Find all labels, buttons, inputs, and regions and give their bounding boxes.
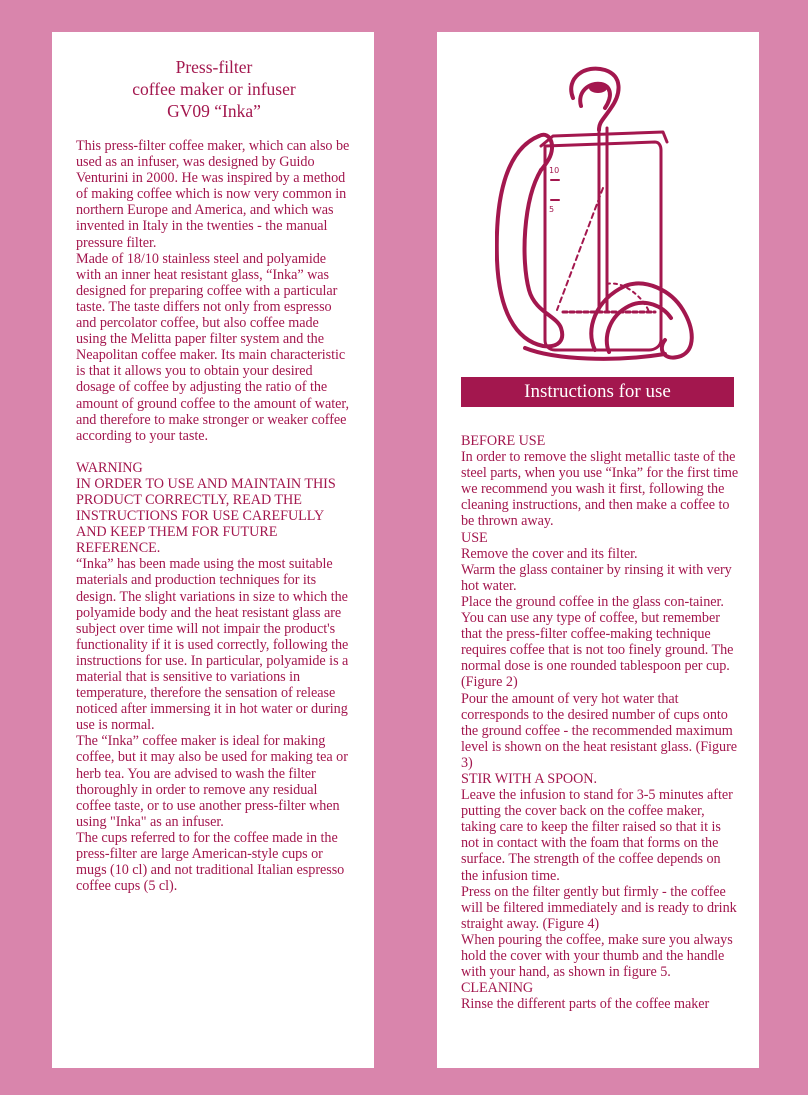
title-line-1: Press-filter bbox=[175, 57, 253, 77]
cleaning-heading: CLEANING bbox=[461, 980, 534, 997]
before-use-heading: BEFORE USE bbox=[461, 433, 546, 449]
instructions-heading: Instructions for use bbox=[461, 377, 734, 407]
use-step-2: Warm the glass container by rinsing it with very hot water. bbox=[461, 561, 732, 594]
before-use-text: In order to remove the slight metallic taste of the steel parts, when you use “Inka” for the first time we recommend you wash it first, following the cleaning instructions, and then make a coffee to be thrown away. bbox=[461, 449, 739, 530]
page-title bbox=[76, 56, 352, 122]
use-step-4: Pour the amount of very hot water that corresponds to the desired number of cups onto the ground coffee - the recommended maximum level is shown on the heat resistant glass. (Figure 3) bbox=[461, 690, 738, 771]
warning-paragraph-1: “Inka” has been made using the most suitable materials and production techniques for its design. The slight variations in size to which the polyamide body and the heat resistant glass are subject over time will not impair the product's functionality if it is used correctly, following the instructions for use. In particular, polyamide is a material that is sensitive to variations in temperature, therefore the sensation of release noticed after immersing it in hot water or during use is normal. bbox=[76, 556, 349, 734]
use-step-6: Leave the infusion to stand for 3-5 minutes after putting the cover back on the coffee maker, taking care to keep the filter raised so that it is not in contact with the foam that forms on the surface. The strength of the coffee depends on the infusion time. bbox=[461, 787, 733, 884]
right-panel bbox=[437, 32, 759, 1068]
warning-heading: WARNING bbox=[76, 459, 143, 476]
instructions-text bbox=[461, 433, 741, 1012]
title-line-2: coffee maker or infuser bbox=[132, 79, 296, 99]
warning-text: IN ORDER TO USE AND MAINTAIN THIS PRODUCT CORRECTLY, READ THE INSTRUCTIONS FOR USE CAREFULLY AND KEEP THEM FOR FUTURE REFERENCE. bbox=[76, 475, 336, 557]
scale-mark-5: 5 bbox=[549, 205, 555, 214]
use-step-7: Press on the filter gently but firmly - the coffee will be filtered immediately and is ready to drink straight away. (Figure 4) bbox=[461, 883, 737, 932]
scale-mark-10: 10 bbox=[549, 166, 560, 175]
left-panel bbox=[52, 32, 374, 1068]
title-line-3: GV09 “Inka” bbox=[167, 101, 261, 121]
use-heading: USE bbox=[461, 529, 488, 546]
use-step-8: When pouring the coffee, make sure you always hold the cover with your thumb and the handle with your hand, as shown in figure 5. bbox=[461, 931, 733, 981]
cleaning-text: Rinse the different parts of the coffee maker bbox=[461, 996, 710, 1013]
intro-paragraph-2: Made of 18/10 stainless steel and polyamide with an inner heat resistant glass, “Inka” was designed for preparing coffee with a particular taste. The taste differs not only from espresso and percolator coffee, but also coffee made using the Melitta paper filter system and the Neapolitan coffee maker. Its main characteristic is that it allows you to obtain your desired dosage of coffee by adjusting the ratio of the amount of ground coffee to the amount of water, and therefore to make stronger or weaker coffee according to your taste. bbox=[76, 250, 349, 444]
intro-paragraph-1: This press-filter coffee maker, which can also be used as an infuser, was designed by Guido Venturini in 2000. He was inspired by a method of making coffee which is now very common in northern Europe and America, and which was invented in Italy in the twenties - the manual pressure filter. bbox=[76, 138, 350, 251]
use-step-1: Remove the cover and its filter. bbox=[461, 545, 638, 562]
press-filter-coffee-maker-icon bbox=[495, 50, 735, 380]
warning-paragraph-3: The cups referred to for the coffee made in the press-filter are large American-style cups or mugs (10 cl) and not traditional Italian espresso coffee cups (5 cl). bbox=[76, 829, 345, 895]
use-step-3: Place the ground coffee in the glass con-tainer. You can use any type of coffee, but remember that the press-filter coffee-making technique requires coffee that is not too finely ground. The normal dose is one rounded tablespoon per cup. (Figure 2) bbox=[461, 593, 734, 691]
warning-paragraph-2: The “Inka” coffee maker is ideal for making coffee, but it may also be used for making tea or herb tea. You are advised to wash the filter thoroughly in order to remove any residual coffee taste, or to use another press-filter when using "Inka" as an infuser. bbox=[76, 733, 348, 830]
use-step-5: STIR WITH A SPOON. bbox=[461, 770, 597, 787]
